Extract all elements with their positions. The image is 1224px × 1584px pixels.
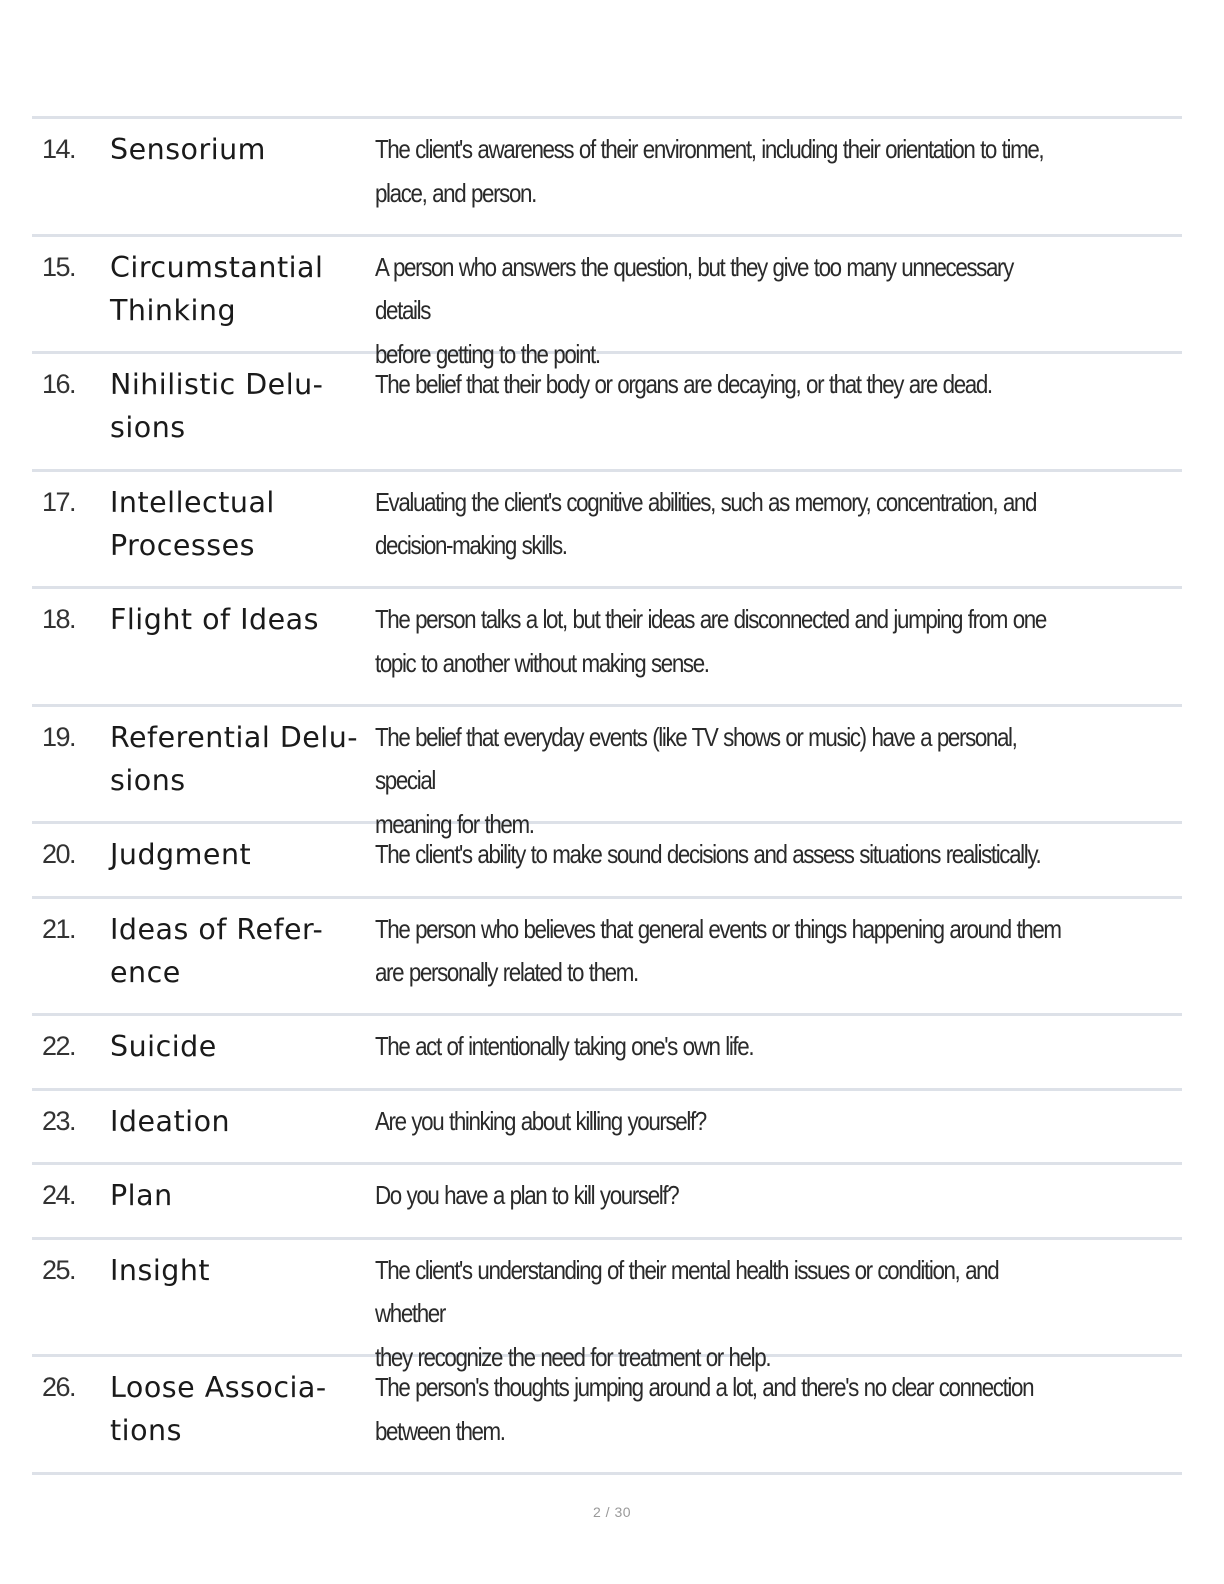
glossary-row-26 — [32, 1357, 1182, 1475]
term — [110, 472, 375, 567]
term-line: Loose Associa- — [110, 1371, 327, 1404]
term — [110, 1091, 375, 1143]
term-line: Plan — [110, 1179, 173, 1212]
glossary-row-17 — [32, 472, 1182, 590]
term-line: Judgment — [110, 838, 252, 871]
definition-line: Do you have a plan to kill yourself? — [375, 1180, 679, 1210]
term — [110, 589, 375, 641]
term-line: Ideation — [110, 1104, 231, 1138]
term-line: Thinking — [110, 293, 237, 327]
definition-line: The client's understanding of their mental health issues or condition, and whether — [375, 1254, 999, 1328]
definition-line: The belief that their body or organs are decaying, or that they are dead. — [375, 369, 992, 399]
definition-line: meaning for them. — [375, 808, 534, 839]
row-number: 15. — [42, 251, 76, 282]
row-number: 22. — [42, 1031, 76, 1061]
definition-line: place, and person. — [375, 177, 536, 208]
definition-line: between them. — [375, 1415, 505, 1446]
term — [110, 899, 375, 994]
glossary-row-21 — [32, 899, 1182, 1017]
term-line: sions — [110, 763, 186, 797]
definition-line: The belief that everyday events (like TV shows or music) have a personal, special — [375, 721, 1017, 795]
definition — [375, 1165, 1069, 1218]
term — [110, 1240, 375, 1292]
definition — [375, 119, 1069, 215]
definition — [375, 472, 1069, 568]
term — [110, 1165, 375, 1217]
term-line: Suicide — [110, 1030, 217, 1063]
definition-line: Evaluating the client's cognitive abilities, such as memory, concentration, and — [375, 486, 1037, 517]
definition-line: decision-making skills. — [375, 530, 567, 560]
row-number: 26. — [42, 1372, 76, 1402]
definition — [375, 1016, 1069, 1069]
row-number: 19. — [42, 721, 76, 752]
row-number: 16. — [42, 369, 76, 399]
glossary-row-22 — [32, 1016, 1182, 1091]
row-number: 23. — [42, 1105, 76, 1136]
glossary-row-20 — [32, 824, 1182, 899]
definition-line: A person who answers the question, but they give too many unnecessary details — [375, 251, 1013, 325]
definition — [375, 354, 1069, 407]
definition — [375, 1091, 1069, 1144]
term-line: Processes — [110, 528, 255, 562]
row-number: 25. — [42, 1254, 76, 1285]
term-line: tions — [110, 1414, 182, 1447]
page-number: 2 / 30 — [592, 1504, 632, 1520]
term-line: Nihilistic Delu- — [110, 368, 324, 401]
definition-line: topic to another without making sense. — [375, 647, 709, 678]
term-line: Ideas of Refer- — [110, 912, 324, 946]
definition — [375, 824, 1069, 877]
glossary-row-24 — [32, 1165, 1182, 1240]
definition-line: The act of intentionally taking one's own life. — [375, 1031, 754, 1061]
term — [110, 707, 375, 802]
glossary-row-18 — [32, 589, 1182, 707]
definition-line: are personally related to them. — [375, 957, 638, 987]
glossary-row-15 — [32, 237, 1182, 369]
row-number: 17. — [42, 486, 76, 517]
definition-line: The person who believes that general events or things happening around them — [375, 913, 1061, 944]
definition-line: Are you thinking about killing yourself? — [375, 1105, 706, 1136]
glossary-row-16 — [32, 354, 1182, 472]
glossary-row-14 — [32, 119, 1182, 237]
row-number: 24. — [42, 1180, 76, 1210]
definition — [375, 899, 1069, 995]
row-number: 21. — [42, 913, 76, 944]
definition-line: before getting to the point. — [375, 338, 600, 369]
term-line: Circumstantial — [110, 250, 324, 284]
term — [110, 824, 375, 876]
term-line: Flight of Ideas — [110, 603, 319, 636]
definition-line: The person talks a lot, but their ideas are disconnected and jumping from one — [375, 604, 1046, 634]
definition-line: The client's ability to make sound decisions and assess situations realistically. — [375, 839, 1041, 869]
row-number: 18. — [42, 604, 76, 634]
definition — [375, 589, 1069, 685]
term — [110, 1357, 375, 1452]
definition-line: The person's thoughts jumping around a lot, and there's no clear connection — [375, 1372, 1034, 1402]
definition-line: they recognize the need for treatment or help. — [375, 1341, 771, 1372]
term-line: ence — [110, 955, 181, 989]
term-line: Referential Delu- — [110, 720, 359, 754]
term-line: Intellectual — [110, 485, 275, 519]
glossary-row-25 — [32, 1240, 1182, 1372]
term-line: Insight — [110, 1253, 211, 1287]
glossary-table — [32, 116, 1182, 1475]
term-line: sions — [110, 411, 186, 444]
term — [110, 1016, 375, 1068]
glossary-row-19 — [32, 707, 1182, 839]
row-number: 20. — [42, 839, 76, 869]
term — [110, 119, 375, 171]
glossary-row-23 — [32, 1091, 1182, 1166]
term — [110, 237, 375, 332]
definition — [375, 1357, 1069, 1453]
term-line: Sensorium — [110, 133, 266, 166]
definition-line: The client's awareness of their environment, including their orientation to time, — [375, 134, 1044, 164]
term — [110, 354, 375, 449]
row-number: 14. — [42, 134, 76, 164]
